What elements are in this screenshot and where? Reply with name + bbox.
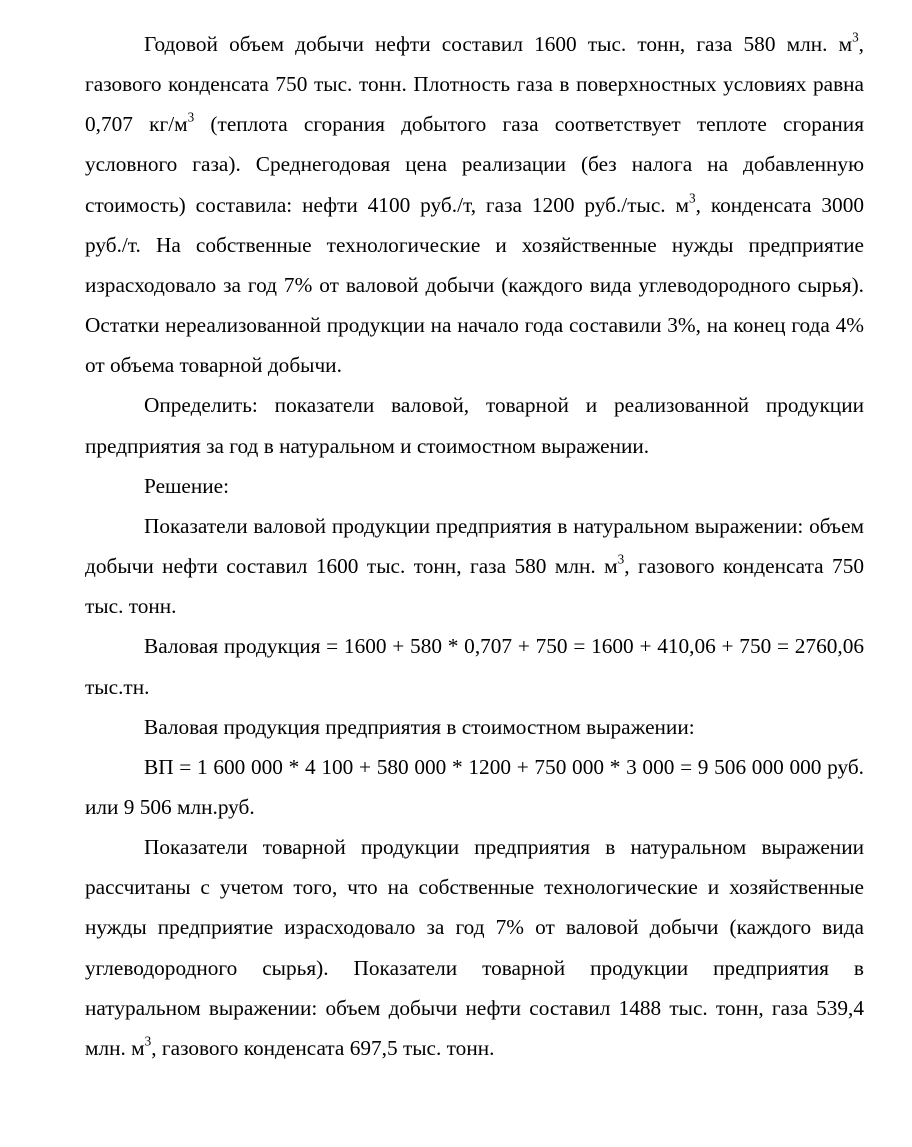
text-run: Показатели товарной продукции предприятия в натуральном выражении рассчитаны с учетом того, что на собственные технологические и хозяйственные нужды предприятие израсходовало за год 7% от валовой добычи (каждого вида углеводородного сырья). Показатели товарной продукции предприятия в натуральном выражении: объем добычи нефти составил 1488 тыс. тонн, газа 539,4 млн. м [85,835,864,1060]
paragraph-solution-heading [85,466,864,506]
paragraph-gross-output-value-formula [85,747,864,827]
text-run: , конденсата 3000 руб./т. На собственные технологические и хозяйственные нужды предприятие израсходовало за год 7% от валовой добычи (каждого вида углеводородного сырья). Остатки нереализованной продукции на начало года составили 3%, на конец года 4% от объема товарной добычи. [85,192,864,378]
text-run: (теплота сгорания добытого газа соответствует теплоте сгорания условного газа). Среднегодовая цена реализации (без налога на добавленную стоимость) составила: нефти 4100 руб./т, газа 1200 руб./тыс. м [85,112,864,217]
paragraph-gross-output-natural [85,506,864,626]
text-run: Валовая продукция = 1600 + 580 * 0,707 + 750 = 1600 + 410,06 + 750 = 2760,06 тыс.тн. [85,634,864,699]
text-run: Годовой объем добычи нефти составил 1600 тыс. тонн, газа 580 млн. м [144,32,853,56]
text-run: , газового конденсата 697,5 тыс. тонн. [151,1035,495,1060]
text-run: Определить: показатели валовой, товарной и реализованной продукции предприятия за год в натуральном и стоимостном выражении. [85,393,864,458]
superscript-exponent: 3 [187,109,195,125]
text-run: , газового конденсата 750 тыс. тонн. Плотность газа в поверхностных условиях равна 0,707 кг/м [85,32,864,137]
superscript-exponent: 3 [689,190,696,206]
paragraph-problem-statement [85,24,864,385]
paragraph-gross-output-value-heading [85,707,864,747]
text-run: Решение: [144,473,230,498]
text-run: Показатели валовой продукции предприятия в натуральном выражении: объем добычи нефти составил 1600 тыс. тонн, газа 580 млн. м [85,513,864,579]
superscript-exponent: 3 [617,551,625,567]
text-run: Валовая продукция предприятия в стоимостном выражении: [144,714,695,739]
superscript-exponent: 3 [144,1033,152,1049]
text-run: ВП = 1 600 000 * 4 100 + 580 000 * 1200 + 750 000 * 3 000 = 9 506 000 000 руб. или 9 506 млн.руб. [85,754,864,819]
text-run: , газового конденсата 750 тыс. тонн. [85,554,864,619]
paragraph-task [85,385,864,465]
superscript-exponent: 3 [852,29,859,45]
paragraph-gross-output-formula [85,626,864,706]
paragraph-commodity-output-natural [85,827,864,1068]
